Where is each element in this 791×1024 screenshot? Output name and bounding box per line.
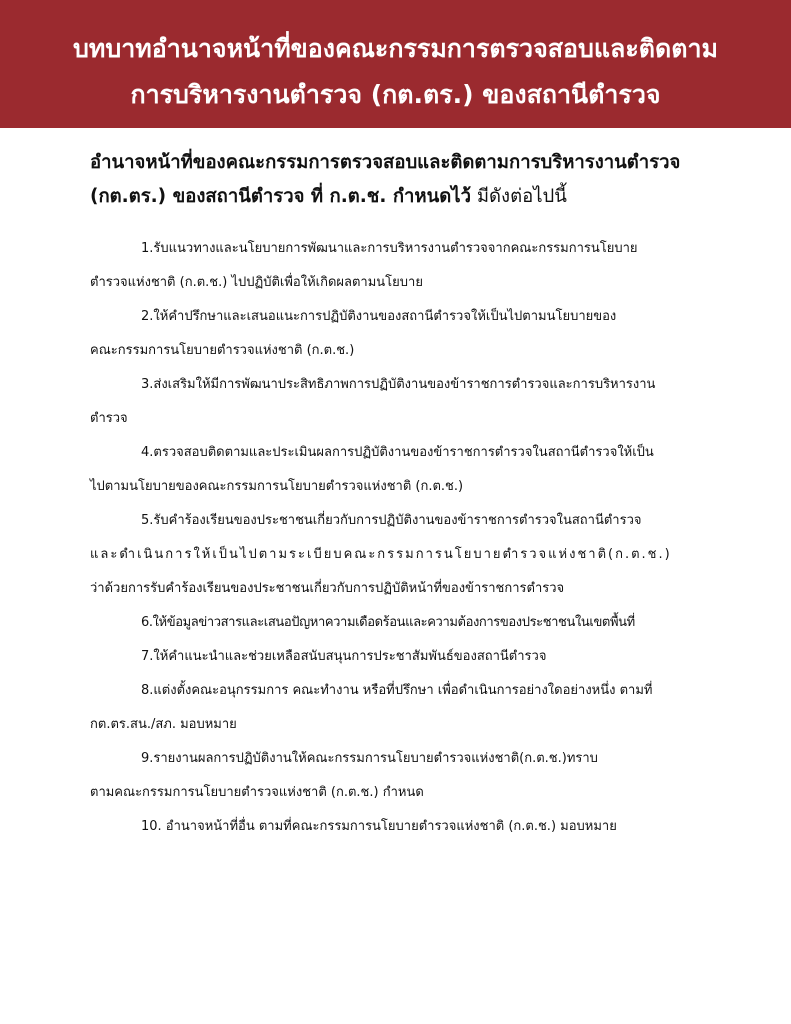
- section-heading-suffix: มีดังต่อไปนี้: [470, 186, 567, 207]
- duty-item-line: ตำรวจแห่งชาติ (ก.ต.ช.) ไปปฏิบัติเพื่อให้เกิดผลตามนโยบาย: [90, 275, 423, 290]
- duty-item-line: ไปตามนโยบายของคณะกรรมการนโยบายตำรวจแห่งชาติ (ก.ต.ช.): [90, 479, 464, 494]
- duty-item-3: [90, 368, 702, 436]
- duty-item-line: 3.ส่งเสริมให้มีการพัฒนาประสิทธิภาพการปฏิบัติงานของข้าราชการตำรวจและการบริหารงาน: [141, 377, 656, 392]
- duty-item-line: และดำเนินการให้เป็นไปตามระเบียบคณะกรรมการนโยบายตำรวจแห่งชาติ(ก.ต.ช.): [90, 547, 672, 562]
- duty-item-line: 4.ตรวจสอบติดตามและประเมินผลการปฏิบัติงานของข้าราชการตำรวจในสถานีตำรวจให้เป็น: [141, 445, 654, 460]
- duty-item-line: คณะกรรมการนโยบายตำรวจแห่งชาติ (ก.ต.ช.): [90, 343, 355, 358]
- section-heading: [90, 146, 702, 214]
- duty-item-6: [90, 606, 702, 640]
- document-body: [90, 146, 702, 844]
- duty-item-line: 1.รับแนวทางและนโยบายการพัฒนาและการบริหารงานตำรวจจากคณะกรรมการนโยบาย: [141, 241, 638, 256]
- duty-item-line: 6.ให้ข้อมูลข่าวสารและเสนอปัญหาความเดือดร้อนและความต้องการของประชาชนในเขตพื้นที่: [141, 615, 635, 630]
- duty-item-line: ว่าด้วยการรับคำร้องเรียนของประชาชนเกี่ยวกับการปฏิบัติหน้าที่ของข้าราชการตำรวจ: [90, 581, 565, 596]
- page-title-line-2: การบริหารงานตำรวจ (กต.ตร.) ของสถานีตำรวจ: [130, 80, 661, 109]
- duty-item-line: 2.ให้คำปรึกษาและเสนอแนะการปฏิบัติงานของสถานีตำรวจให้เป็นไปตามนโยบายของ: [141, 309, 617, 324]
- duty-item-line: 5.รับคำร้องเรียนของประชาชนเกี่ยวกับการปฏิบัติงานของข้าราชการตำรวจในสถานีตำรวจ: [141, 513, 642, 528]
- duty-item-line: กต.ตร.สน./สภ. มอบหมาย: [90, 717, 237, 732]
- duty-item-1: [90, 232, 702, 300]
- duty-item-line: 9.รายงานผลการปฏิบัติงานให้คณะกรรมการนโยบายตำรวจแห่งชาติ(ก.ต.ช.)ทราบ: [141, 751, 598, 766]
- duty-item-line: ตำรวจ: [90, 411, 128, 426]
- duty-item-line: 8.แต่งตั้งคณะอนุกรรมการ คณะทำงาน หรือที่ปรึกษา เพื่อดำเนินการอย่างใดอย่างหนึ่ง ตามที่: [141, 683, 653, 698]
- page-title-line-1: บทบาทอำนาจหน้าที่ของคณะกรรมการตรวจสอบและติดตาม: [73, 34, 718, 63]
- duty-item-8: [90, 674, 702, 742]
- duty-item-line: 10. อำนาจหน้าที่อื่น ตามที่คณะกรรมการนโยบายตำรวจแห่งชาติ (ก.ต.ช.) มอบหมาย: [141, 819, 617, 834]
- duty-item-9: [90, 742, 702, 810]
- title-banner: [0, 0, 791, 128]
- duty-item-line: ตามคณะกรรมการนโยบายตำรวจแห่งชาติ (ก.ต.ช.) กำหนด: [90, 785, 424, 800]
- duty-item-5: [90, 504, 702, 606]
- duty-item-line: 7.ให้คำแนะนำและช่วยเหลือสนับสนุนการประชาสัมพันธ์ของสถานีตำรวจ: [141, 649, 547, 664]
- duty-item-7: [90, 640, 702, 674]
- duty-item-4: [90, 436, 702, 504]
- duty-item-10: [90, 810, 702, 844]
- section-heading-line-1: อำนาจหน้าที่ของคณะกรรมการตรวจสอบและติดตามการบริหารงานตำรวจ: [90, 152, 681, 173]
- duty-item-2: [90, 300, 702, 368]
- section-heading-line-2: (กต.ตร.) ของสถานีตำรวจ ที่ ก.ต.ช. กำหนดไว้: [90, 186, 471, 207]
